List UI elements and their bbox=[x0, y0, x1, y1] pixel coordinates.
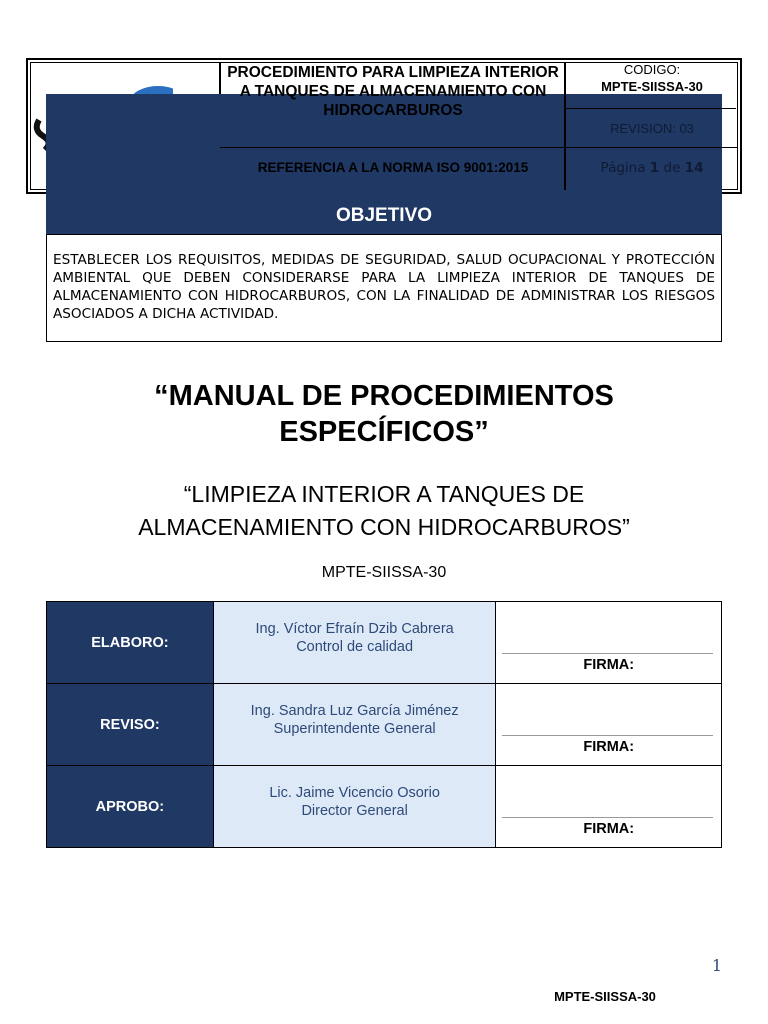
procedure-title-text: PROCEDIMIENTO PARA LIMPIEZA INTERIOR A TANQUES DE ALMACENAMIENTO CON HIDROCARBUROS bbox=[227, 64, 559, 119]
approval-row bbox=[47, 602, 722, 684]
page-label: Página bbox=[600, 160, 646, 176]
approval-row bbox=[47, 684, 722, 766]
signature-cell bbox=[496, 602, 722, 684]
manual-title-line: ESPECÍFICOS” bbox=[279, 416, 489, 448]
objective-heading-text: OBJETIVO bbox=[335, 205, 433, 226]
approval-role: ELABORO: bbox=[47, 602, 214, 684]
manual-subtitle-line: “LIMPIEZA INTERIOR A TANQUES DE bbox=[183, 481, 585, 507]
signature-label: FIRMA: bbox=[583, 739, 635, 755]
signature-label: FIRMA: bbox=[583, 821, 635, 837]
iso-reference: REFERENCIA A LA NORMA ISO 9001:2015 bbox=[257, 160, 529, 175]
approval-person bbox=[213, 766, 496, 848]
objective-heading bbox=[46, 194, 722, 234]
approval-person bbox=[213, 602, 496, 684]
signature-line bbox=[502, 735, 713, 736]
signature-line bbox=[502, 653, 713, 654]
approver-position: Control de calidad bbox=[296, 639, 414, 655]
manual-title bbox=[60, 378, 708, 450]
manual-title-line: “MANUAL DE PROCEDIMIENTOS bbox=[154, 380, 614, 412]
code-label: CODIGO: bbox=[623, 62, 681, 77]
revision-label: REVISION: 03 bbox=[610, 121, 694, 136]
approver-position: Superintendente General bbox=[273, 721, 436, 737]
page-of: de bbox=[663, 160, 681, 176]
code-value: MPTE-SIISSA-30 bbox=[601, 79, 703, 94]
approval-role: REVISO: bbox=[47, 684, 214, 766]
approver-name: Ing. Sandra Luz García Jiménez bbox=[250, 703, 459, 719]
approver-name: Lic. Jaime Vicencio Osorio bbox=[269, 785, 440, 801]
page-current: 1 bbox=[649, 160, 660, 176]
objective-text: ESTABLECER LOS REQUISITOS, MEDIDAS DE SEGURIDAD, SALUD OCUPACIONAL Y PROTECCIÓN AMBIENTAL QUE DEBEN CONSIDERARSE PARA LA LIMPIEZA INTERIOR DE TANQUES DE ALMACENAMIENTO CON HIDROCARBUROS, CON LA FINALIDAD DE ADMINISTRAR LOS RIESGOS ASOCIADOS A DICHA ACTIVIDAD. bbox=[46, 234, 722, 342]
approval-person bbox=[213, 684, 496, 766]
header-row-divider bbox=[220, 147, 738, 148]
signature-line bbox=[502, 817, 713, 818]
manual-subtitle-line: ALMACENAMIENTO CON HIDROCARBUROS” bbox=[138, 514, 630, 540]
approvals-table bbox=[46, 601, 722, 848]
page-total: 14 bbox=[684, 160, 704, 176]
signature-label: FIRMA: bbox=[583, 657, 635, 673]
signature-cell bbox=[496, 766, 722, 848]
document-code: MPTE-SIISSA-30 bbox=[321, 564, 447, 581]
page-number: 1 bbox=[711, 956, 723, 975]
approval-row bbox=[47, 766, 722, 848]
approver-name: Ing. Víctor Efraín Dzib Cabrera bbox=[255, 621, 454, 637]
approval-role: APROBO: bbox=[47, 766, 214, 848]
header-row-divider bbox=[566, 108, 736, 109]
procedure-title bbox=[222, 63, 564, 120]
signature-cell bbox=[496, 684, 722, 766]
page-indicator bbox=[566, 160, 738, 176]
footer-code: MPTE-SIISSA-30 bbox=[554, 989, 656, 1004]
manual-subtitle bbox=[60, 478, 708, 544]
approver-position: Director General bbox=[301, 803, 408, 819]
